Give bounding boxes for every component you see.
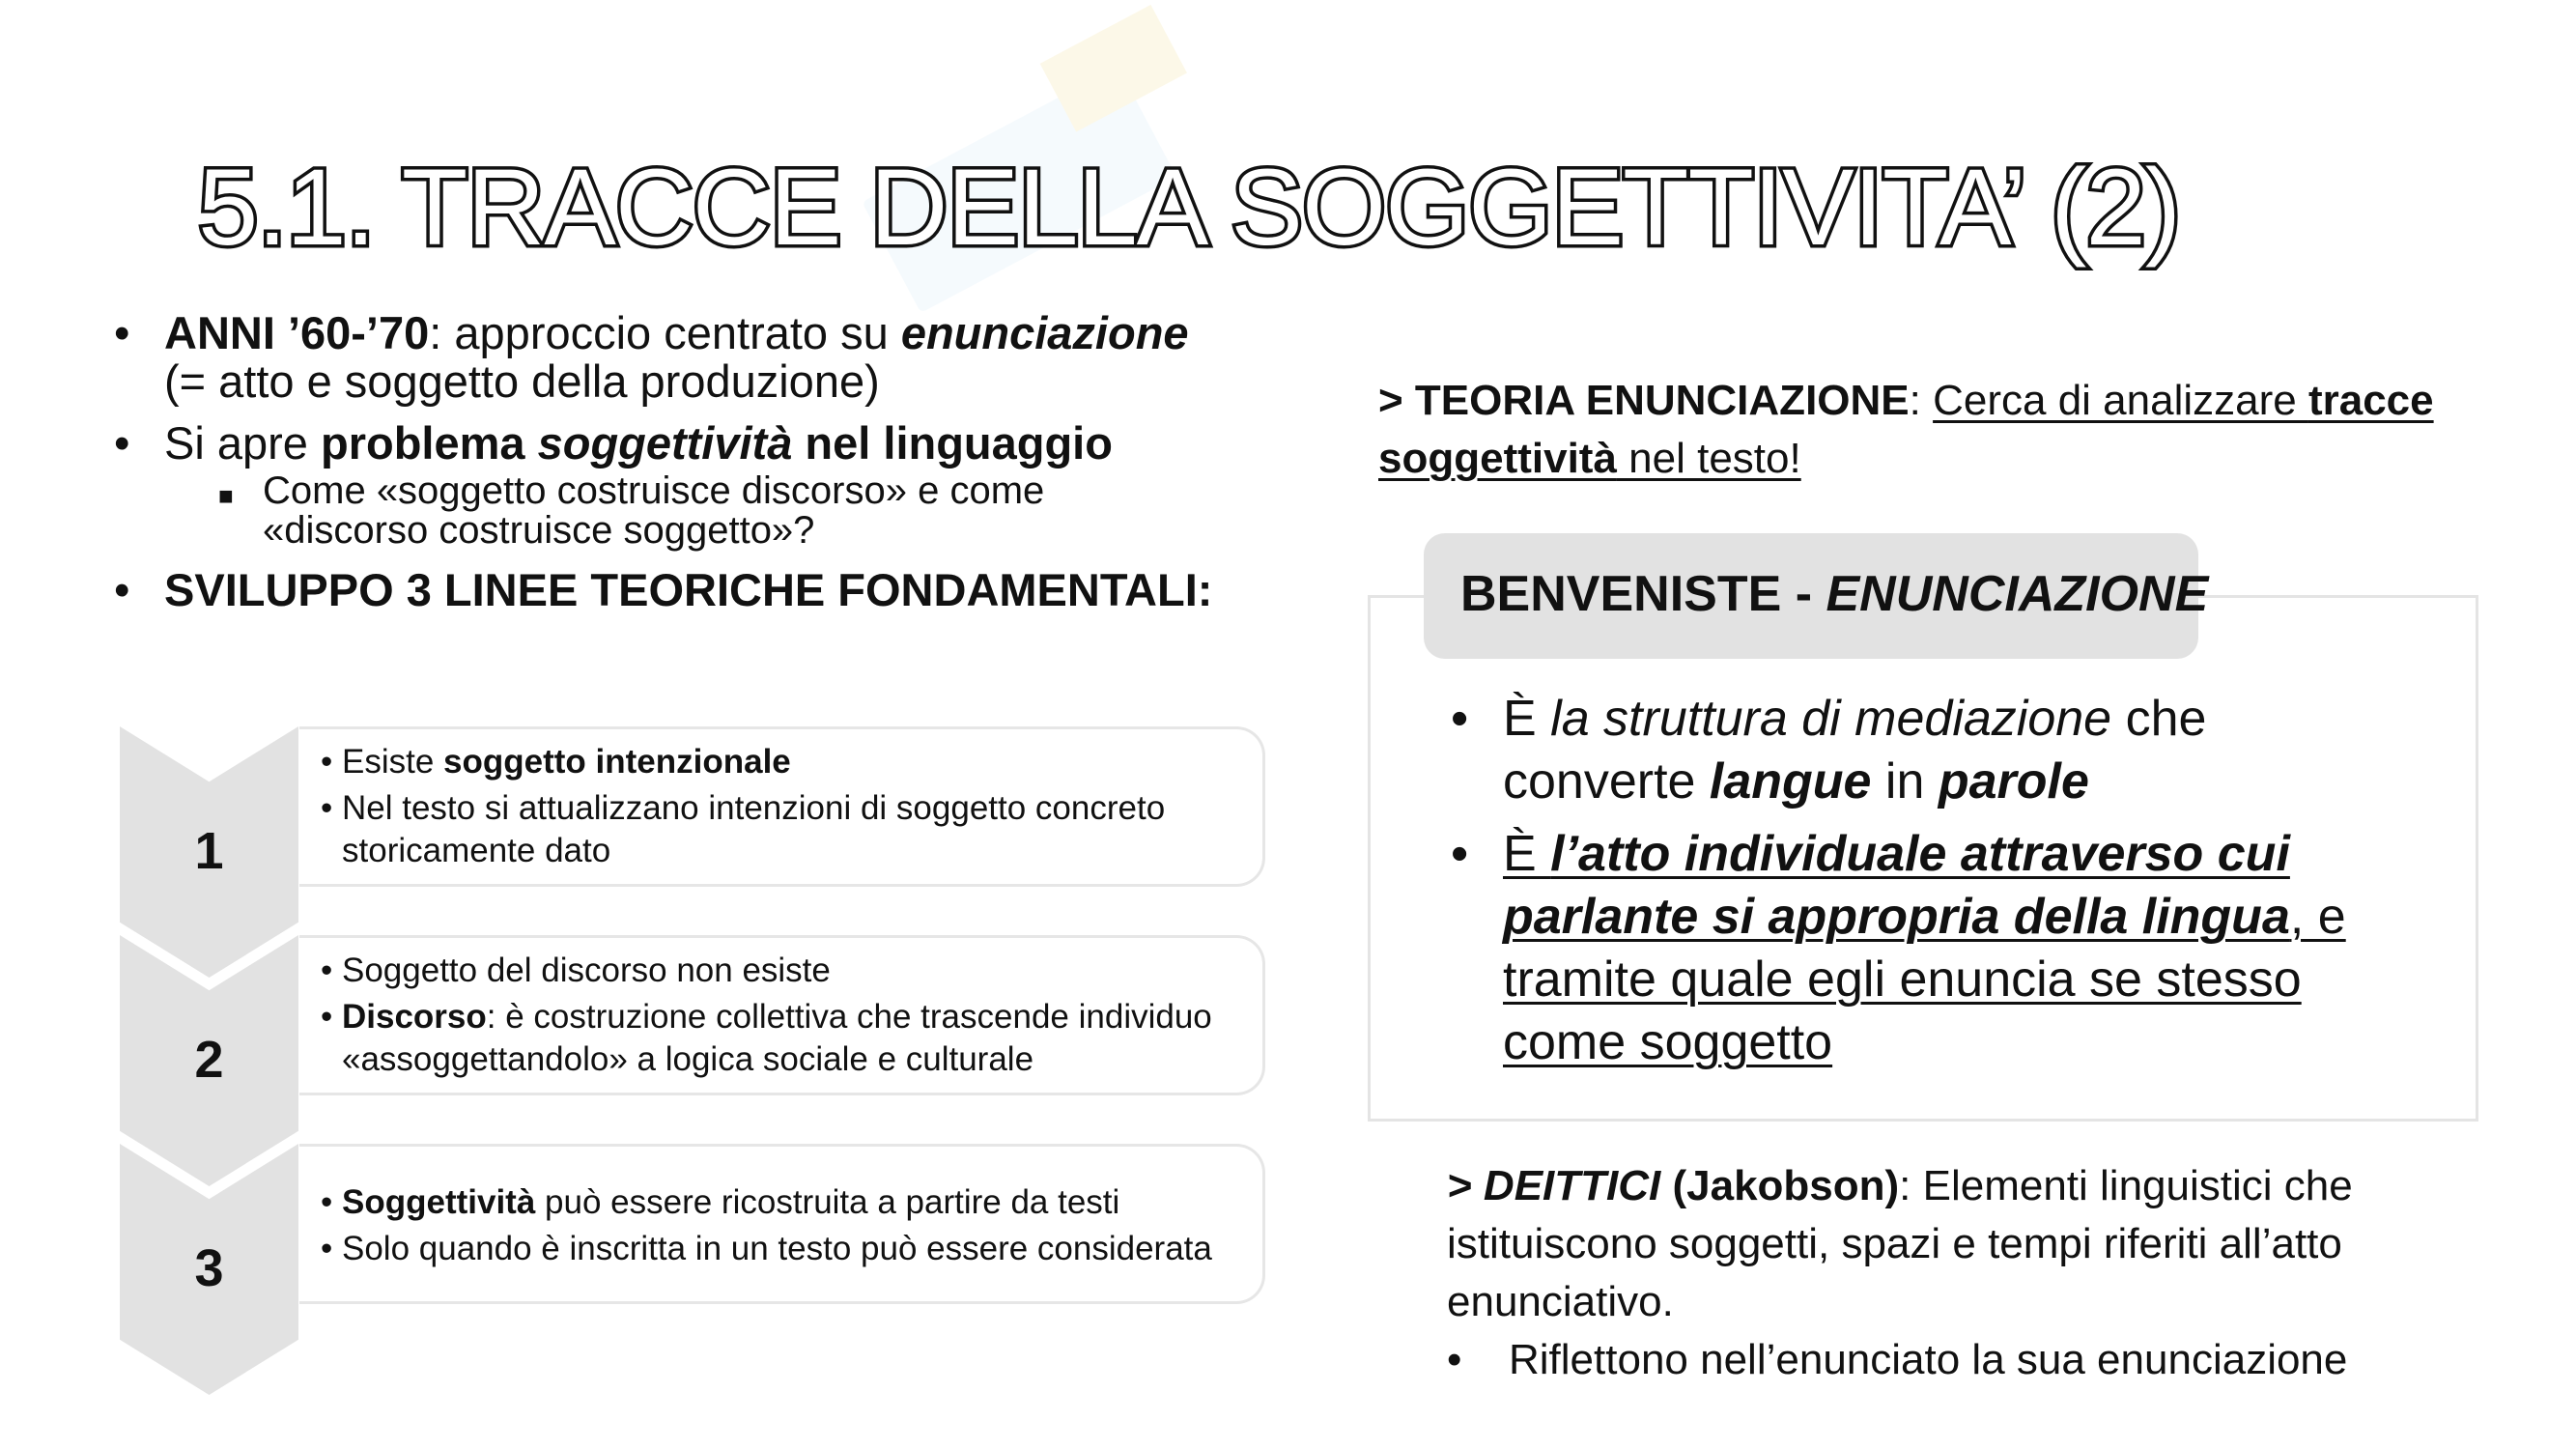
bullet-sviluppo	[114, 566, 1302, 614]
ben1-italic: la struttura di mediazione	[1550, 691, 2126, 747]
ben2-line3: tramite quale egli enuncia se stesso	[1503, 952, 2302, 1008]
benveniste-item-2	[1451, 823, 2426, 1074]
step-card-2	[299, 935, 1265, 1095]
apre-bold: problema	[320, 417, 538, 469]
intro-bullets	[114, 309, 1302, 614]
teoria-u-bold1: tracce	[2307, 377, 2434, 424]
teoria-colon: :	[1909, 377, 1934, 424]
bullet-dot-icon: •	[321, 1183, 333, 1221]
bullet-dot-icon: •	[1451, 826, 1469, 882]
benveniste-title	[1460, 562, 2208, 626]
step2-b2-line2: «assoggettandolo» a logica sociale e culturale	[342, 1040, 1034, 1078]
step1-b2-line1: Nel testo si attualizzano intenzioni di soggetto concreto	[342, 789, 1166, 827]
anni-text: : approccio centrato su	[429, 307, 901, 358]
bullet-dot-icon: •	[321, 743, 333, 781]
teoria-u-bold2: soggettività	[1378, 435, 1617, 482]
step1-b1-pre: Esiste	[342, 743, 444, 781]
step1-b1-bold: soggetto intenzionale	[443, 743, 791, 781]
ben2-bi1: l’atto individuale attraverso cui	[1550, 826, 2290, 882]
deittici-label: > DEITTICI	[1447, 1162, 1661, 1209]
apre-bold-end: nel linguaggio	[792, 417, 1113, 469]
teoria-label: > TEORIA ENUNCIAZIONE	[1378, 377, 1910, 424]
deittici-text3: enunciativo.	[1447, 1278, 1674, 1325]
ben1-in: in	[1871, 753, 1939, 810]
step3-b1-rest: può essere ricostruita a partire da testi	[535, 1183, 1120, 1221]
step3-b1-bold: Soggettività	[342, 1183, 536, 1221]
sub-line2: «discorso costruisce soggetto»?	[263, 509, 815, 552]
step2-b2-rest: : è costruzione collettiva che trascende individuo	[486, 998, 1212, 1036]
step2-bullet1	[321, 950, 831, 992]
step3-bullet1	[321, 1181, 1119, 1224]
step-card-3	[299, 1144, 1265, 1304]
ben1-line2-pre: converte	[1503, 753, 1710, 810]
deittici-jakobson: (Jakobson)	[1660, 1162, 1900, 1209]
teoria-u-text: Cerca di analizzare	[1933, 377, 2308, 424]
anni-italic: enunciazione	[900, 307, 1189, 358]
bullet-dot-icon: •	[1451, 691, 1469, 747]
teoria-u-end: nel testo!	[1616, 435, 1801, 482]
apre-pre: Si apre	[164, 417, 321, 469]
step2-bullet2	[321, 996, 1212, 1081]
sviluppo-text: SVILUPPO 3 LINEE TEORICHE FONDAMENTALI:	[164, 564, 1213, 615]
bullet-anni	[114, 309, 1302, 406]
bullet-dot-icon: •	[321, 1230, 333, 1267]
step3-bullet2	[321, 1228, 1212, 1270]
step-number-1: 1	[194, 822, 224, 880]
bullet-apre	[114, 419, 1302, 468]
benveniste-list	[1451, 688, 2426, 1084]
benveniste-title-italic: ENUNCIAZIONE	[1826, 566, 2209, 622]
ben1-parole: parole	[1938, 753, 2089, 810]
deittici-sub-bullet	[1447, 1331, 2490, 1389]
step-number-3: 3	[194, 1239, 224, 1297]
bullet-dot-icon: •	[321, 998, 333, 1036]
sub-bullet-soggetto	[114, 471, 1302, 551]
benveniste-item-1	[1451, 688, 2426, 813]
ben2-bi2: parlante si appropria della lingua	[1503, 889, 2290, 945]
step2-b1-text: Soggetto del discorso non esiste	[342, 952, 831, 989]
step1-bullet1	[321, 741, 791, 783]
deittici-block	[1447, 1157, 2490, 1389]
deittici-bullet-text: Riflettono nell’enunciato la sua enunciazione	[1509, 1336, 2348, 1383]
deittici-text1: : Elementi linguistici che	[1899, 1162, 2353, 1209]
anni-label: ANNI ’60-’70	[164, 307, 430, 358]
benveniste-title-bold: BENVENISTE -	[1460, 566, 1826, 622]
slide-title: 5.1. TRACCE DELLA SOGGETTIVITA’ (2)	[198, 147, 2181, 268]
sub-line1: Come «soggetto costruisce discorso» e come	[263, 469, 1045, 512]
square-bullet-icon: ■	[218, 481, 234, 510]
ben2-line4: come soggetto	[1503, 1014, 1833, 1070]
apre-bold-italic: soggettività	[537, 417, 793, 469]
teoria-enunciazione	[1378, 372, 2450, 488]
step2-b2-bold: Discorso	[342, 998, 487, 1036]
ben1-post: che	[2125, 691, 2207, 747]
step1-b2-line2: storicamente dato	[342, 832, 611, 869]
step-card-1	[299, 726, 1265, 887]
deittici-text2: istituiscono soggetti, spazi e tempi riferiti all’atto	[1447, 1220, 2342, 1267]
ben1-langue: langue	[1709, 753, 1872, 810]
ben2-comma: , e	[2289, 889, 2346, 945]
bullet-dot-icon: •	[321, 952, 333, 989]
bullet-dot-icon: •	[1447, 1336, 1462, 1383]
ben2-pre: È	[1503, 826, 1551, 882]
bullet-dot-icon: •	[321, 789, 333, 827]
anni-line2: (= atto e soggetto della produzione)	[164, 355, 880, 407]
step1-bullet2	[321, 787, 1165, 872]
step-number-2: 2	[194, 1031, 224, 1089]
step3-b2-text: Solo quando è inscritta in un testo può essere considerata	[342, 1230, 1212, 1267]
ben1-pre: È	[1503, 691, 1551, 747]
